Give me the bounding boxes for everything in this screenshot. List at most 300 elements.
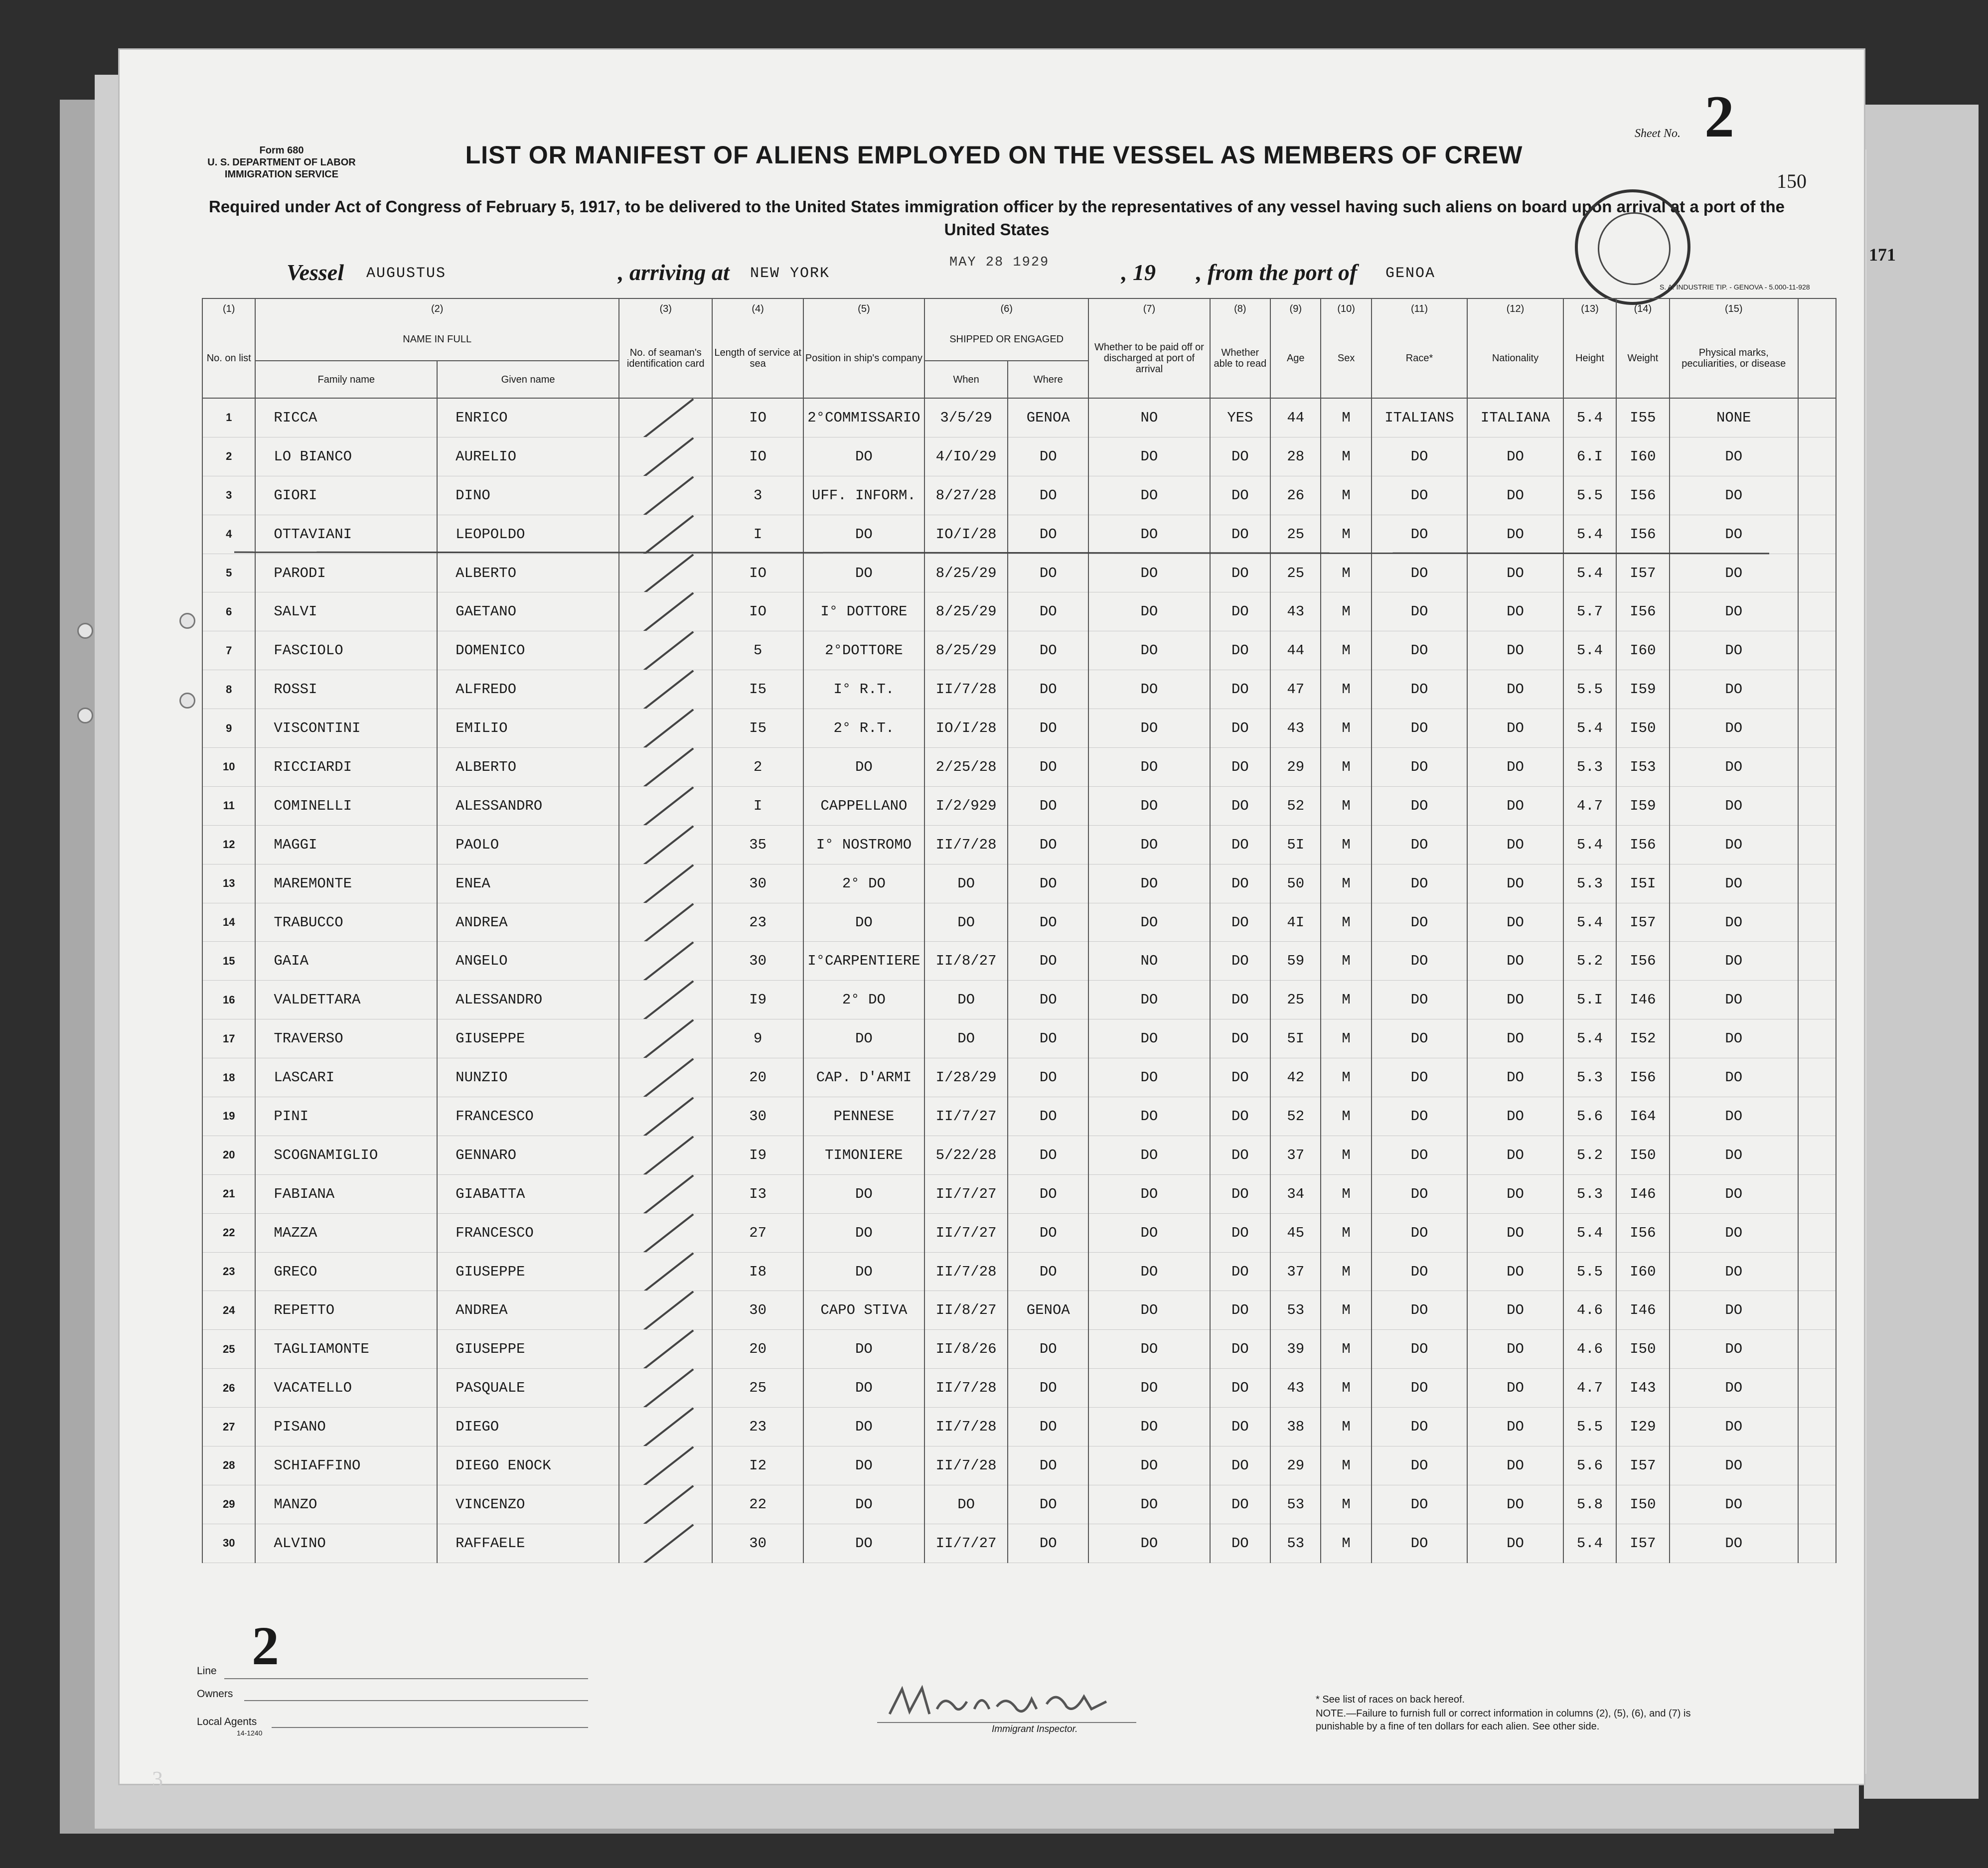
physical-marks: DO <box>1670 1485 1798 1524</box>
height: 5.3 <box>1563 1058 1616 1097</box>
paid-off: DO <box>1088 437 1210 476</box>
given-name: ALFREDO <box>437 670 619 709</box>
position: CAP. D'ARMI <box>803 1058 924 1097</box>
given-name: PAOLO <box>437 825 619 864</box>
height: 6.I <box>1563 437 1616 476</box>
weight: I56 <box>1616 1213 1669 1252</box>
row-number: 8 <box>202 670 255 709</box>
age: 53 <box>1270 1524 1321 1563</box>
age: 42 <box>1270 1058 1321 1097</box>
race: DO <box>1372 670 1468 709</box>
position: 2° DO <box>803 981 924 1019</box>
shipped-when: II/7/27 <box>924 1174 1008 1213</box>
arriving-port: NEW YORK <box>750 265 830 282</box>
blank-cell <box>1798 1369 1836 1408</box>
shipped-where: GENOA <box>1008 398 1088 437</box>
age: 53 <box>1270 1485 1321 1524</box>
given-name: FRANCESCO <box>437 1097 619 1136</box>
row-number: 14 <box>202 903 255 942</box>
able-read: DO <box>1210 1330 1271 1369</box>
blank-cell <box>1798 1058 1836 1097</box>
check-mark <box>637 1291 694 1330</box>
physical-marks: DO <box>1670 1097 1798 1136</box>
year-label: , 19 <box>1121 260 1156 285</box>
blank-cell <box>1798 592 1836 631</box>
side-number: 171 <box>1869 245 1896 265</box>
blank-cell <box>1798 786 1836 825</box>
owners-label: Owners <box>197 1688 233 1700</box>
shipped-when: I/2/929 <box>924 786 1008 825</box>
table-row <box>202 1446 1836 1485</box>
inspector-underline <box>877 1722 1136 1723</box>
able-read: DO <box>1210 1097 1271 1136</box>
row-number: 22 <box>202 1213 255 1252</box>
physical-marks: DO <box>1670 476 1798 515</box>
row-number: 19 <box>202 1097 255 1136</box>
able-read: DO <box>1210 1291 1271 1330</box>
family-name: MAZZA <box>255 1213 437 1252</box>
sex: M <box>1321 1446 1371 1485</box>
seaman-card <box>619 1330 712 1369</box>
blank-cell <box>1798 942 1836 981</box>
sex: M <box>1321 903 1371 942</box>
weight: I56 <box>1616 1058 1669 1097</box>
table-row <box>202 1291 1836 1330</box>
race: DO <box>1372 709 1468 748</box>
height: 5.5 <box>1563 670 1616 709</box>
sex: M <box>1321 1019 1371 1058</box>
table-row <box>202 1485 1836 1524</box>
length-service: IO <box>712 398 803 437</box>
check-mark <box>637 1446 694 1485</box>
sex: M <box>1321 1058 1371 1097</box>
shipped-when: II/7/28 <box>924 1446 1008 1485</box>
race: DO <box>1372 592 1468 631</box>
nationality: DO <box>1467 1291 1563 1330</box>
table-row <box>202 825 1836 864</box>
row-number: 28 <box>202 1446 255 1485</box>
weight: I60 <box>1616 631 1669 670</box>
paid-off: DO <box>1088 1524 1210 1563</box>
header-race: Race* <box>1372 318 1468 398</box>
physical-marks: DO <box>1670 709 1798 748</box>
inspector-label: Immigrant Inspector. <box>992 1724 1078 1734</box>
page-subtitle: Required under Act of Congress of February 5, 1917, to be delivered to the United States immigration officer by the representatives of any vessel having such aliens on board upon arrival at a port of the United States <box>208 197 1785 239</box>
shipped-where: DO <box>1008 1446 1088 1485</box>
age: 39 <box>1270 1330 1321 1369</box>
seaman-card <box>619 709 712 748</box>
family-name: SCOGNAMIGLIO <box>255 1136 437 1174</box>
position: DO <box>803 1252 924 1291</box>
length-service: I5 <box>712 709 803 748</box>
weight: I56 <box>1616 515 1669 554</box>
physical-marks: DO <box>1670 1213 1798 1252</box>
table-row <box>202 786 1836 825</box>
physical-marks: DO <box>1670 864 1798 903</box>
seaman-card <box>619 1291 712 1330</box>
shipped-where: DO <box>1008 1252 1088 1291</box>
row-number: 13 <box>202 864 255 903</box>
family-name: PISANO <box>255 1408 437 1446</box>
check-mark <box>637 864 694 903</box>
family-name: TRABUCCO <box>255 903 437 942</box>
check-mark <box>637 631 694 670</box>
age: 52 <box>1270 786 1321 825</box>
shipped-where: DO <box>1008 476 1088 515</box>
department-label: U. S. DEPARTMENT OF LABOR <box>207 157 356 168</box>
physical-marks: DO <box>1670 1446 1798 1485</box>
crew-manifest-table <box>202 298 1836 1563</box>
age: 59 <box>1270 942 1321 981</box>
shipped-where: DO <box>1008 748 1088 787</box>
sex: M <box>1321 981 1371 1019</box>
nationality: DO <box>1467 748 1563 787</box>
line-underline <box>224 1678 588 1679</box>
nationality: DO <box>1467 1446 1563 1485</box>
nationality: DO <box>1467 864 1563 903</box>
binder-hole <box>77 623 93 639</box>
height: 5.5 <box>1563 1252 1616 1291</box>
nationality: DO <box>1467 670 1563 709</box>
col-number: (4) <box>712 298 803 318</box>
age: 37 <box>1270 1252 1321 1291</box>
weight: I59 <box>1616 670 1669 709</box>
seaman-card <box>619 476 712 515</box>
seaman-card <box>619 1213 712 1252</box>
shipped-when: IO/I/28 <box>924 709 1008 748</box>
physical-marks: DO <box>1670 942 1798 981</box>
length-service: 27 <box>712 1213 803 1252</box>
race: DO <box>1372 1058 1468 1097</box>
height: 5.2 <box>1563 942 1616 981</box>
shipped-when: DO <box>924 1019 1008 1058</box>
family-name: COMINELLI <box>255 786 437 825</box>
race: DO <box>1372 1446 1468 1485</box>
row-number: 11 <box>202 786 255 825</box>
nationality: DO <box>1467 903 1563 942</box>
shipped-when: I/28/29 <box>924 1058 1008 1097</box>
seaman-card <box>619 631 712 670</box>
position: CAPPELLANO <box>803 786 924 825</box>
height: 4.7 <box>1563 1369 1616 1408</box>
sex: M <box>1321 1330 1371 1369</box>
able-read: DO <box>1210 864 1271 903</box>
sex: M <box>1321 1485 1371 1524</box>
table-row <box>202 1097 1836 1136</box>
check-mark <box>637 709 694 748</box>
table-row <box>202 1174 1836 1213</box>
shipped-when: 4/IO/29 <box>924 437 1008 476</box>
row-number: 15 <box>202 942 255 981</box>
length-service: IO <box>712 592 803 631</box>
binder-hole <box>179 613 195 629</box>
col-number: (10) <box>1321 298 1371 318</box>
length-service: 30 <box>712 864 803 903</box>
sex: M <box>1321 1174 1371 1213</box>
blank-cell <box>1798 981 1836 1019</box>
from-label: , from the port of <box>1196 260 1358 285</box>
weight: I5I <box>1616 864 1669 903</box>
position: I° DOTTORE <box>803 592 924 631</box>
length-service: I2 <box>712 1446 803 1485</box>
height: 5.4 <box>1563 515 1616 554</box>
length-service: 35 <box>712 825 803 864</box>
check-mark <box>637 903 694 942</box>
family-name: TRAVERSO <box>255 1019 437 1058</box>
height: 5.5 <box>1563 476 1616 515</box>
race: ITALIANS <box>1372 398 1468 437</box>
family-name: TAGLIAMONTE <box>255 1330 437 1369</box>
able-read: YES <box>1210 398 1271 437</box>
race: DO <box>1372 631 1468 670</box>
table-row <box>202 1019 1836 1058</box>
check-mark <box>637 1213 694 1252</box>
family-name: OTTAVIANI <box>255 515 437 554</box>
paid-off: DO <box>1088 1058 1210 1097</box>
paid-off: DO <box>1088 1213 1210 1252</box>
age: 50 <box>1270 864 1321 903</box>
shipped-where: DO <box>1008 592 1088 631</box>
vessel-label: Vessel <box>287 260 344 285</box>
owners-underline <box>244 1700 588 1701</box>
shipped-where: DO <box>1008 670 1088 709</box>
able-read: DO <box>1210 786 1271 825</box>
race: DO <box>1372 515 1468 554</box>
able-read: DO <box>1210 515 1271 554</box>
given-name: DOMENICO <box>437 631 619 670</box>
weight: I60 <box>1616 1252 1669 1291</box>
family-name: SALVI <box>255 592 437 631</box>
physical-marks: NONE <box>1670 398 1798 437</box>
shipped-where: DO <box>1008 1330 1088 1369</box>
height: 5.3 <box>1563 864 1616 903</box>
height: 4.7 <box>1563 786 1616 825</box>
paid-off: DO <box>1088 1369 1210 1408</box>
shipped-where: DO <box>1008 1213 1088 1252</box>
line-value: 2 <box>252 1615 279 1676</box>
nationality: DO <box>1467 1136 1563 1174</box>
agents-label: Local Agents <box>197 1716 257 1727</box>
header-weight: Weight <box>1616 318 1669 398</box>
family-name: FASCIOLO <box>255 631 437 670</box>
nationality: DO <box>1467 592 1563 631</box>
blank-cell <box>1798 476 1836 515</box>
paid-off: DO <box>1088 1019 1210 1058</box>
position: DO <box>803 1446 924 1485</box>
nationality: DO <box>1467 1213 1563 1252</box>
sex: M <box>1321 398 1371 437</box>
able-read: DO <box>1210 903 1271 942</box>
shipped-when: DO <box>924 981 1008 1019</box>
length-service: IO <box>712 554 803 592</box>
length-service: I3 <box>712 1174 803 1213</box>
col-number: (15) <box>1670 298 1798 318</box>
sex: M <box>1321 476 1371 515</box>
weight: I56 <box>1616 825 1669 864</box>
able-read: DO <box>1210 1058 1271 1097</box>
paid-off: DO <box>1088 515 1210 554</box>
blank-cell <box>1798 554 1836 592</box>
legal-note <box>1316 1707 1724 1733</box>
position: I° R.T. <box>803 670 924 709</box>
height: 5.4 <box>1563 1019 1616 1058</box>
paid-off: DO <box>1088 1252 1210 1291</box>
paid-off: DO <box>1088 709 1210 748</box>
col-number: (14) <box>1616 298 1669 318</box>
family-name: GAIA <box>255 942 437 981</box>
height: 5.4 <box>1563 398 1616 437</box>
seaman-card <box>619 1252 712 1291</box>
blank-cell <box>1798 670 1836 709</box>
physical-marks: DO <box>1670 1330 1798 1369</box>
blank-cell <box>1798 631 1836 670</box>
blank-cell <box>1798 709 1836 748</box>
blank-cell <box>1798 398 1836 437</box>
blank-cell <box>1798 1174 1836 1213</box>
height: 5.4 <box>1563 1524 1616 1563</box>
check-mark <box>637 942 694 981</box>
shipped-where: DO <box>1008 631 1088 670</box>
height: 4.6 <box>1563 1330 1616 1369</box>
race: DO <box>1372 748 1468 787</box>
col-number: (8) <box>1210 298 1271 318</box>
sex: M <box>1321 942 1371 981</box>
shipped-when: II/8/27 <box>924 942 1008 981</box>
given-name: DINO <box>437 476 619 515</box>
seaman-card <box>619 942 712 981</box>
age: 43 <box>1270 709 1321 748</box>
age: 28 <box>1270 437 1321 476</box>
shipped-when: 8/25/29 <box>924 554 1008 592</box>
table-row <box>202 1330 1836 1369</box>
nationality: DO <box>1467 1485 1563 1524</box>
weight: I56 <box>1616 476 1669 515</box>
nationality: DO <box>1467 1524 1563 1563</box>
sex: M <box>1321 1524 1371 1563</box>
physical-marks: DO <box>1670 554 1798 592</box>
family-name: SCHIAFFINO <box>255 1446 437 1485</box>
position: CAPO STIVA <box>803 1291 924 1330</box>
seaman-card <box>619 1446 712 1485</box>
given-name: PASQUALE <box>437 1369 619 1408</box>
age: 5I <box>1270 825 1321 864</box>
nationality: DO <box>1467 554 1563 592</box>
shipped-where: DO <box>1008 1408 1088 1446</box>
sex: M <box>1321 1291 1371 1330</box>
row-number: 30 <box>202 1524 255 1563</box>
able-read: DO <box>1210 1485 1271 1524</box>
length-service: I5 <box>712 670 803 709</box>
age: 25 <box>1270 515 1321 554</box>
height: 5.4 <box>1563 903 1616 942</box>
weight: I56 <box>1616 592 1669 631</box>
physical-marks: DO <box>1670 670 1798 709</box>
paid-off: DO <box>1088 786 1210 825</box>
race: DO <box>1372 1291 1468 1330</box>
header-seaman-card: No. of seaman's identification card <box>619 318 712 398</box>
shipped-when: II/7/27 <box>924 1213 1008 1252</box>
nationality: DO <box>1467 1097 1563 1136</box>
check-mark <box>637 592 694 631</box>
physical-marks: DO <box>1670 515 1798 554</box>
blank-cell <box>1798 748 1836 787</box>
height: 5.I <box>1563 981 1616 1019</box>
row-number: 6 <box>202 592 255 631</box>
age: 44 <box>1270 631 1321 670</box>
nationality: DO <box>1467 1369 1563 1408</box>
given-name: GAETANO <box>437 592 619 631</box>
seaman-card <box>619 1058 712 1097</box>
given-name: ENRICO <box>437 398 619 437</box>
race: DO <box>1372 981 1468 1019</box>
sex: M <box>1321 1369 1371 1408</box>
blank-cell <box>1798 1485 1836 1524</box>
shipped-where: DO <box>1008 515 1088 554</box>
race: DO <box>1372 1136 1468 1174</box>
paid-off: DO <box>1088 1408 1210 1446</box>
height: 5.5 <box>1563 1408 1616 1446</box>
sex: M <box>1321 748 1371 787</box>
weight: I64 <box>1616 1097 1669 1136</box>
shipped-when: II/7/28 <box>924 670 1008 709</box>
header-age: Age <box>1270 318 1321 398</box>
age: 29 <box>1270 1446 1321 1485</box>
service-label: IMMIGRATION SERVICE <box>224 169 339 180</box>
row-number: 5 <box>202 554 255 592</box>
paid-off: DO <box>1088 670 1210 709</box>
able-read: DO <box>1210 825 1271 864</box>
shipped-when: II/7/28 <box>924 1408 1008 1446</box>
length-service: 9 <box>712 1019 803 1058</box>
table-row <box>202 1252 1836 1291</box>
sex: M <box>1321 670 1371 709</box>
shipped-when: 5/22/28 <box>924 1136 1008 1174</box>
shipped-when: 8/25/29 <box>924 592 1008 631</box>
sheet-number: 2 <box>1704 83 1734 149</box>
shipped-where: DO <box>1008 864 1088 903</box>
position: I°CARPENTIERE <box>803 942 924 981</box>
paid-off: DO <box>1088 554 1210 592</box>
age: 5I <box>1270 1019 1321 1058</box>
adjacent-page <box>1864 105 1979 1799</box>
age: 4I <box>1270 903 1321 942</box>
blank-header <box>1798 318 1836 398</box>
able-read: DO <box>1210 748 1271 787</box>
physical-marks: DO <box>1670 437 1798 476</box>
able-read: DO <box>1210 670 1271 709</box>
family-name: LO BIANCO <box>255 437 437 476</box>
given-name: AURELIO <box>437 437 619 476</box>
row-number: 7 <box>202 631 255 670</box>
nationality: DO <box>1467 1330 1563 1369</box>
printer-note: S. A. INDUSTRIE TIP. - GENOVA - 5.000-11-928 <box>1660 283 1810 291</box>
row-number: 17 <box>202 1019 255 1058</box>
shipped-where: DO <box>1008 437 1088 476</box>
check-mark <box>637 1174 694 1213</box>
given-name: DIEGO <box>437 1408 619 1446</box>
check-mark <box>637 437 694 476</box>
shipped-where: DO <box>1008 709 1088 748</box>
paid-off: DO <box>1088 903 1210 942</box>
col-number: (7) <box>1088 298 1210 318</box>
length-service: 20 <box>712 1330 803 1369</box>
shipped-when: II/7/27 <box>924 1524 1008 1563</box>
form-number: Form 680 <box>259 145 304 156</box>
position: 2°COMMISSARIO <box>803 398 924 437</box>
shipped-where: DO <box>1008 1524 1088 1563</box>
row-number: 23 <box>202 1252 255 1291</box>
nationality: ITALIANA <box>1467 398 1563 437</box>
